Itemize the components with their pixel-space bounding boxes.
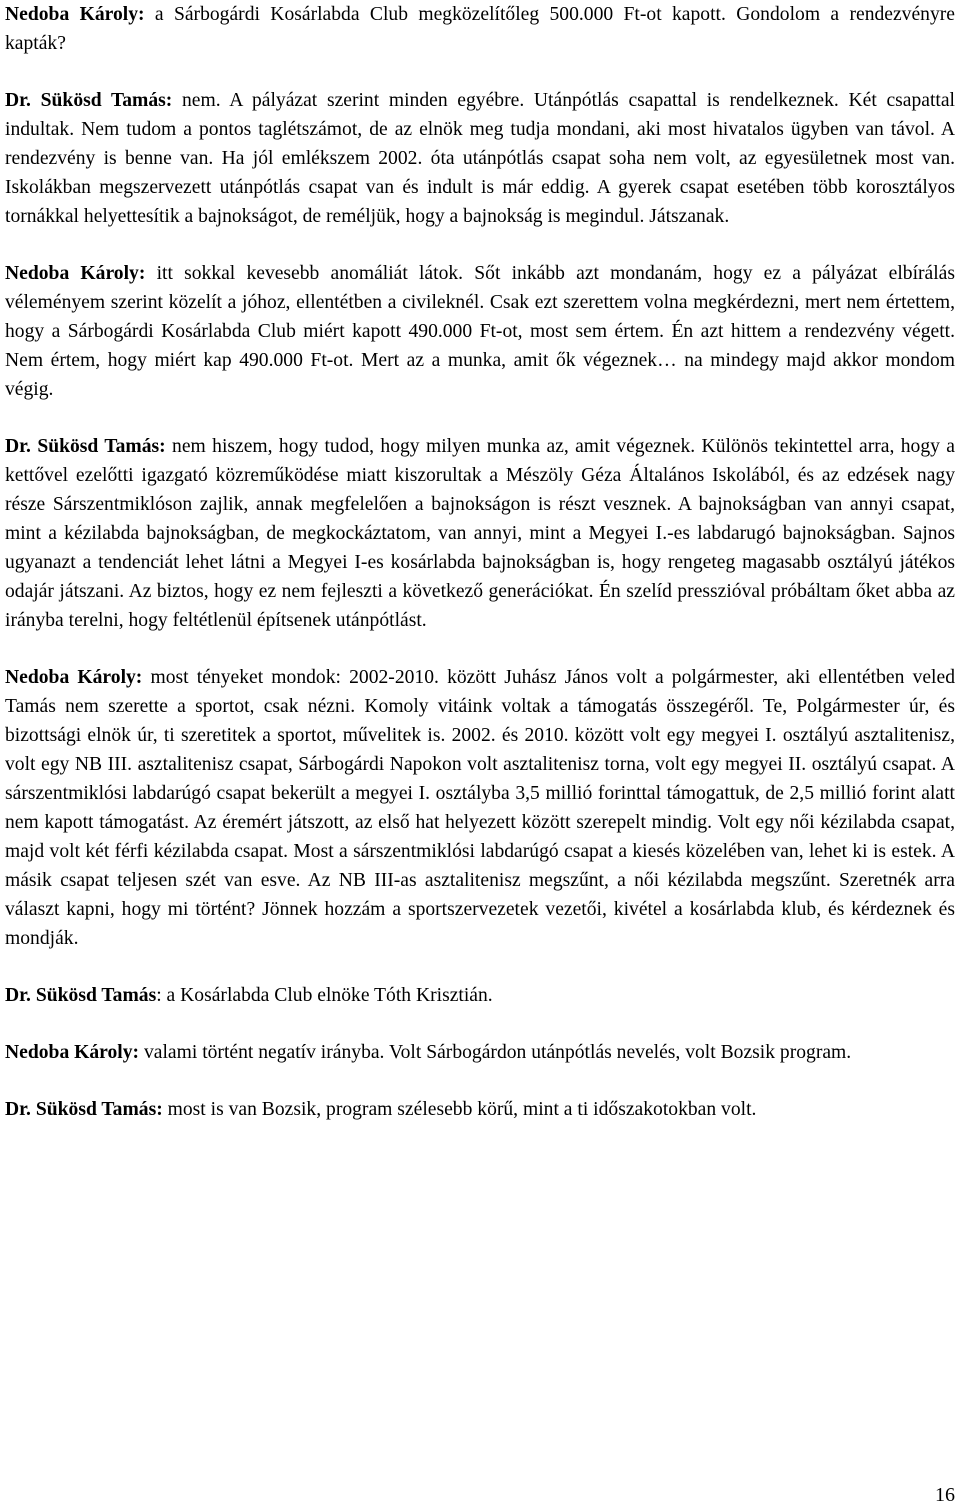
paragraph-text: nem. A pályázat szerint minden egyébre. Utánpótlás csapattal is rendelkeznek. Két csapattal indultak. Nem tudom a pontos taglétszámot, de az elnök meg tudja mondani, aki most hivatalos ügyben van távol. A rendezvény is benne van. Ha jól emlékszem 2002. óta utánpótlás csapat soha nem volt, az egyesületnek most van. Iskolákban megszervezett utánpótlás csapat van és indult is már eddig. A gyerek csapat esetében több korosztályos tornákkal helyettesítik a bajnokságot, de reméljük, hogy a bajnokság is megindul. Játszanak. xyxy=(5,90,955,227)
paragraph-8 xyxy=(5,1095,955,1124)
paragraph-text: : a Kosárlabda Club elnöke Tóth Krisztián. xyxy=(156,985,493,1006)
speaker-name: Dr. Sükösd Tamás: xyxy=(5,1099,163,1120)
paragraph-3 xyxy=(5,259,955,404)
paragraph-4 xyxy=(5,432,955,635)
page-number: 16 xyxy=(935,1484,955,1506)
speaker-name: Dr. Sükösd Tamás xyxy=(5,985,157,1006)
paragraph-text: nem hiszem, hogy tudod, hogy milyen munka az, amit végeznek. Különös tekintettel arra, hogy a kettővel ezelőtti igazgató közreműködése miatt kiszorultak a Mészöly Géza Általános Iskolából, és az edzések nagy része Sárszentmiklóson zajlik, annak megfelelően a bajnokságon is részt vesznek. A bajnokságban van annyi csapat, mint a kézilabda bajnokságban, de megkockáztatom, van annyi, mint a Megyei I.-es labdarugó bajnokságban. Sajnos ugyanazt a tendenciát lehet látni a Megyei I-es kosárlabda bajnokságban is, hogy rengeteg magasabb osztályú játékos odajár játszani. Az biztos, hogy ez nem fejleszti a következő generációkat. Én szelíd presszióval próbáltam őket abba az irányba terelni, hogy feltétlenül építsenek utánpótlást. xyxy=(5,436,956,631)
speaker-name: Nedoba Károly: xyxy=(5,667,143,688)
paragraph-1 xyxy=(5,0,955,58)
paragraph-text: a Sárbogárdi Kosárlabda Club megközelítőleg 500.000 Ft-ot kapott. Gondolom a rendezvényre kapták? xyxy=(5,4,955,54)
paragraph-6 xyxy=(5,981,955,1010)
paragraph-7 xyxy=(5,1038,955,1067)
paragraph-5 xyxy=(5,663,955,953)
document-page xyxy=(5,0,955,1124)
paragraph-text: valami történt negatív irányba. Volt Sárbogárdon utánpótlás nevelés, volt Bozsik program. xyxy=(139,1042,852,1063)
speaker-name: Nedoba Károly: xyxy=(5,4,145,25)
speaker-name: Nedoba Károly: xyxy=(5,1042,140,1063)
paragraph-text: most tényeket mondok: 2002-2010. között Juhász János volt a polgármester, aki ellentétben veled Tamás nem szerette a sportot, csak nézni. Komoly vitáink voltak a támogatás összegéről. Te, Polgármester úr, és bizottsági elnök úr, ti szeretitek a sportot, művelitek is. 2002. és 2010. között volt egy megyei I. osztályú asztalitenisz, volt egy NB III. asztalitenisz csapat, Sárbogárdi Napokon volt asztalitenisz torna, volt egy megyei II. osztályú csapat. A sárszentmiklósi labdarúgó csapat bekerült a megyei I. osztályba 3,5 millió forinttal támogattuk, de 2,5 millió forint alatt nem kapott támogatást. Az éremért játszott, az első hat helyezett között szerepelt mindig. Volt egy női kézilabda csapat, majd volt két férfi kézilabda csapat. Most a sárszentmiklósi labdarúgó csapat a kiesés közelében van, lehet ki is estek. A másik csapat teljesen szét van esve. Az NB III-as asztalitenisz megszűnt, a női kézilabda megszűnt. Szeretnék arra választ kapni, hogy mi történt? Jönnek hozzám a sportszervezetek vezetői, kivétel a kosárlabda klub, és kérdeznek és mondják. xyxy=(5,667,955,949)
speaker-name: Nedoba Károly: xyxy=(5,263,146,284)
paragraph-2 xyxy=(5,86,955,231)
paragraph-text: itt sokkal kevesebb anomáliát látok. Sőt inkább azt mondanám, hogy ez a pályázat elbírálás véleményem szerint közelít a jóhoz, ellentétben a civileknél. Csak ezt szerettem volna megkérdezni, mert nem értettem, hogy a Sárbogárdi Kosárlabda Club miért kapott 490.000 Ft-ot, most sem értem. Én azt hittem a rendezvény végett. Nem értem, hogy miért kap 490.000 Ft-ot. Mert az a munka, amit ők végeznek… na mindegy majd akkor mondom végig. xyxy=(5,263,955,400)
paragraph-text: most is van Bozsik, program szélesebb körű, mint a ti időszakotokban volt. xyxy=(162,1099,757,1120)
speaker-name: Dr. Sükösd Tamás: xyxy=(5,90,173,111)
speaker-name: Dr. Sükösd Tamás: xyxy=(5,436,166,457)
